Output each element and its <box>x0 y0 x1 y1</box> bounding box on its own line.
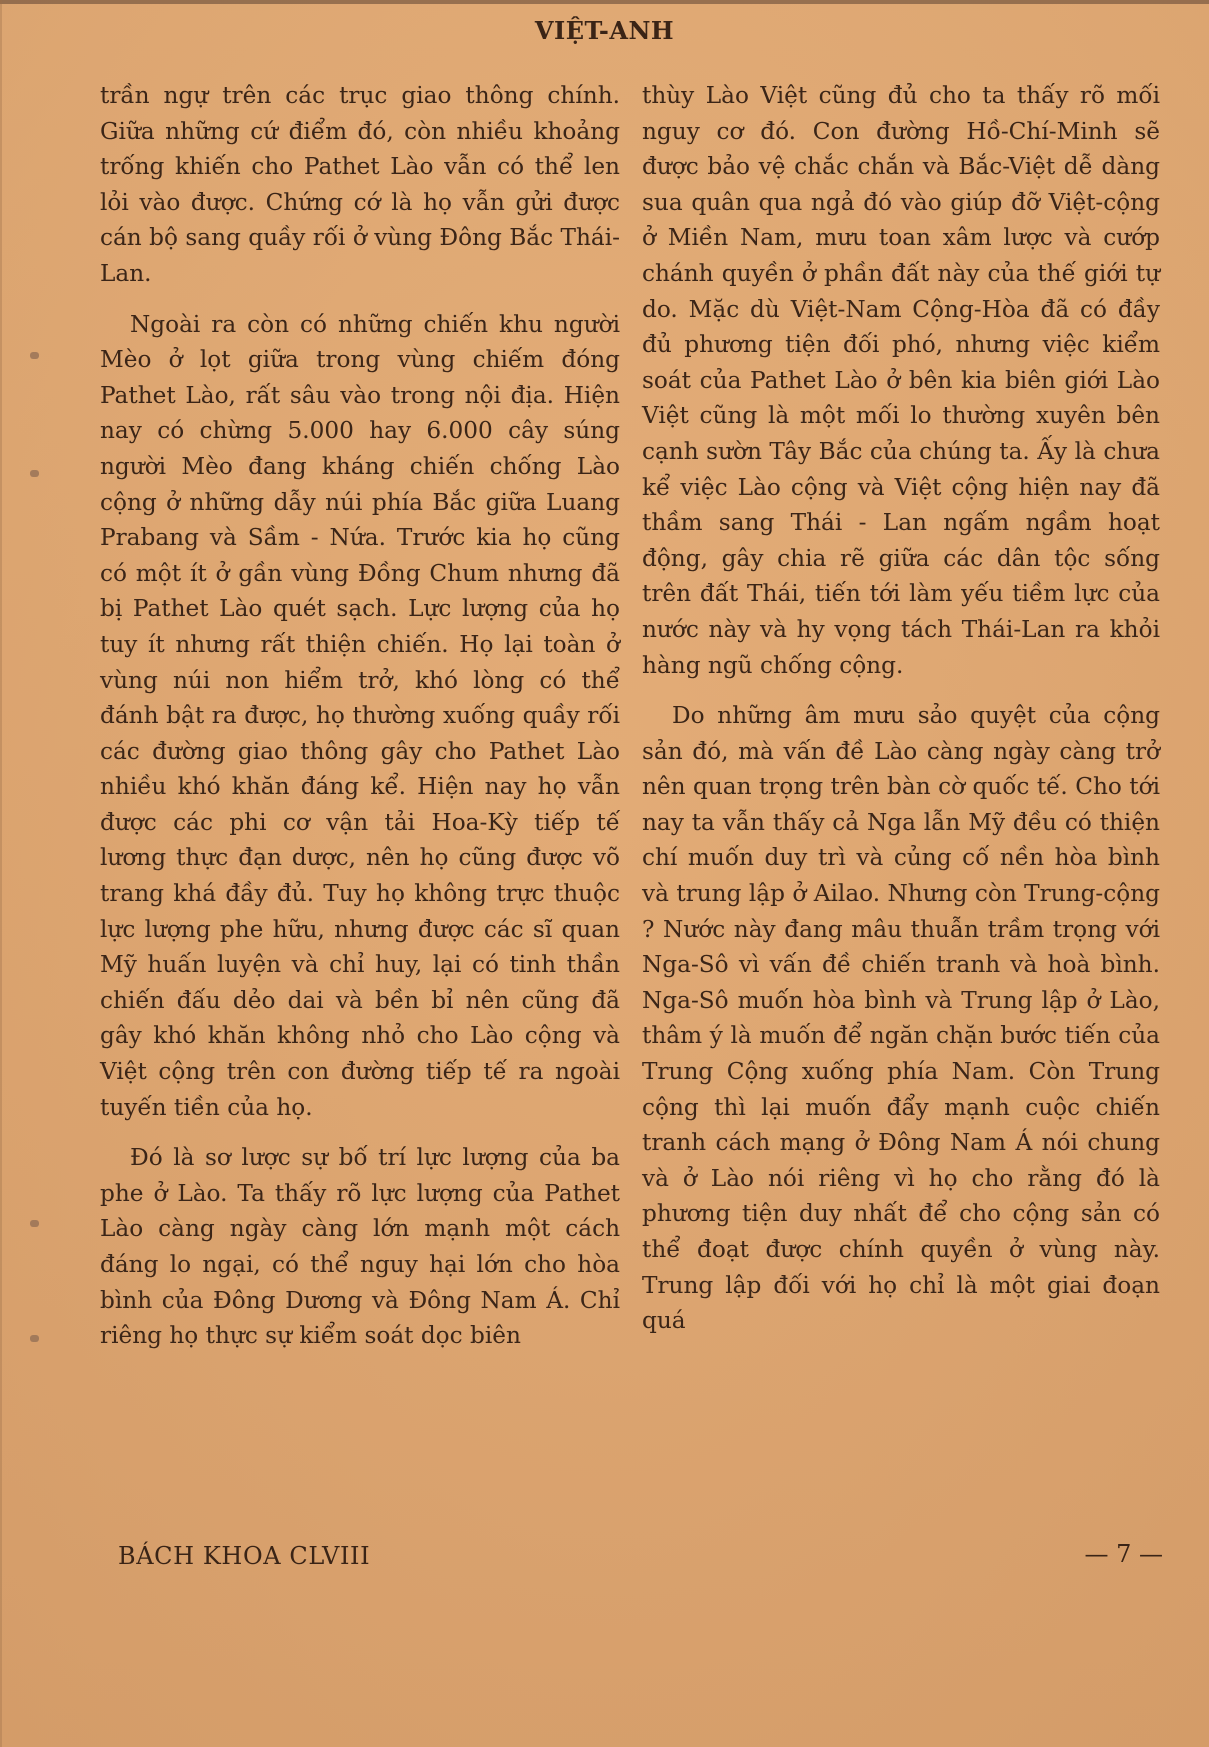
margin-smudge <box>30 1220 39 1227</box>
margin-smudge <box>30 352 39 359</box>
margin-smudge <box>30 470 39 477</box>
paragraph: trần ngự trên các trục giao thông chính. Giữa những cứ điểm đó, còn nhiều khoảng trống khiến cho Pathet Lào vẫn có thể len lỏi vào được. Chứng cớ là họ vẫn gửi được cán bộ sang quầy rối ở vùng Đông Bắc Thái-Lan. <box>100 82 620 287</box>
paragraph: thùy Lào Việt cũng đủ cho ta thấy rõ mối nguy cơ đó. Con đường Hồ-Chí-Minh sẽ được bảo vệ chắc chắn và Bắc-Việt dễ dàng sua quân qua ngả đó vào giúp đỡ Việt-cộng ở Miền Nam, mưu toan xâm lược và cướp chánh quyền ở phần đất này của thế giới tự do. Mặc dù Việt-Nam Cộng-Hòa đã có đầy đủ phương tiện đối phó, nhưng việc kiểm soát của Pathet Lào ở bên kia biên giới Lào Việt cũng là một mối lo thường xuyên bên cạnh sườn Tây Bắc của chúng ta. Ấy là chưa kể việc Lào cộng và Việt cộng hiện nay đã thầm sang Thái - Lan ngấm ngầm hoạt động, gây chia rẽ giữa các dân tộc sống trên đất Thái, tiến tới làm yếu tiềm lực của nước này và hy vọng tách Thái-Lan ra khỏi hàng ngũ chống cộng. <box>642 82 1160 679</box>
running-head: VIỆT-ANH <box>534 16 675 45</box>
paragraph: Do những âm mưu sảo quyệt của cộng sản đó, mà vấn đề Lào càng ngày càng trở nên quan trọng trên bàn cờ quốc tế. Cho tới nay ta vẫn thấy cả Nga lẫn Mỹ đều có thiện chí muốn duy trì và củng cố nền hòa bình và trung lập ở Ailao. Nhưng còn Trung-cộng ? Nước này đang mâu thuẫn trầm trọng với Nga-Sô vì vấn đề chiến tranh và hoà bình. Nga-Sô muốn hòa bình và Trung lập ở Lào, thâm ý là muốn để ngăn chặn bước tiến của Trung Cộng xuống phía Nam. Còn Trung cộng thì lại muốn đẩy mạnh cuộc chiến tranh cách mạng ở Đông Nam Á nói chung và ở Lào nói riêng vì họ cho rằng đó là phương tiện duy nhất để cho cộng sản có thể đoạt được chính quyền ở vùng này. Trung lập đối với họ chỉ là một giai đoạn quá <box>642 702 1160 1335</box>
left-column <box>100 78 620 1369</box>
margin-smudge <box>30 1335 39 1342</box>
publication-footer: BÁCH KHOA CLVIII <box>118 1542 371 1570</box>
paragraph: Đó là sơ lược sự bố trí lực lượng của ba phe ở Lào. Ta thấy rõ lực lượng của Pathet Lào càng ngày càng lớn mạnh một cách đáng lo ngại, có thể nguy hại lớn cho hòa bình của Đông Dương và Đông Nam Á. Chỉ riêng họ thực sự kiểm soát dọc biên <box>100 1144 620 1350</box>
paragraph: Ngoài ra còn có những chiến khu người Mèo ở lọt giữa trong vùng chiếm đóng Pathet Lào, rất sâu vào trong nội địa. Hiện nay có chừng 5.000 hay 6.000 cây súng người Mèo đang kháng chiến chống Lào cộng ở những dẫy núi phía Bắc giữa Luang Prabang và Sầm - Nứa. Trước kia họ cũng có một ít ở gần vùng Đồng Chum nhưng đã bị Pathet Lào quét sạch. Lực lượng của họ tuy ít nhưng rất thiện chiến. Họ lại toàn ở vùng núi non hiểm trở, khó lòng có thể đánh bật ra được, họ thường xuống quầy rối các đường giao thông gây cho Pathet Lào nhiều khó khăn đáng kể. Hiện nay họ vẫn được các phi cơ vận tải Hoa-Kỳ tiếp tế lương thực đạn dược, nên họ cũng được võ trang khá đầy đủ. Tuy họ không trực thuộc lực lượng phe hữu, nhưng được các sĩ quan Mỹ huấn luyện và chỉ huy, lại có tinh thần chiến đấu dẻo dai và bền bỉ nên cũng đã gây khó khăn không nhỏ cho Lào cộng và Việt cộng trên con đường tiếp tế ra ngoài tuyến tiền của họ. <box>100 310 620 1121</box>
right-column <box>642 78 1160 1354</box>
page-number: — 7 — <box>1084 1540 1163 1568</box>
